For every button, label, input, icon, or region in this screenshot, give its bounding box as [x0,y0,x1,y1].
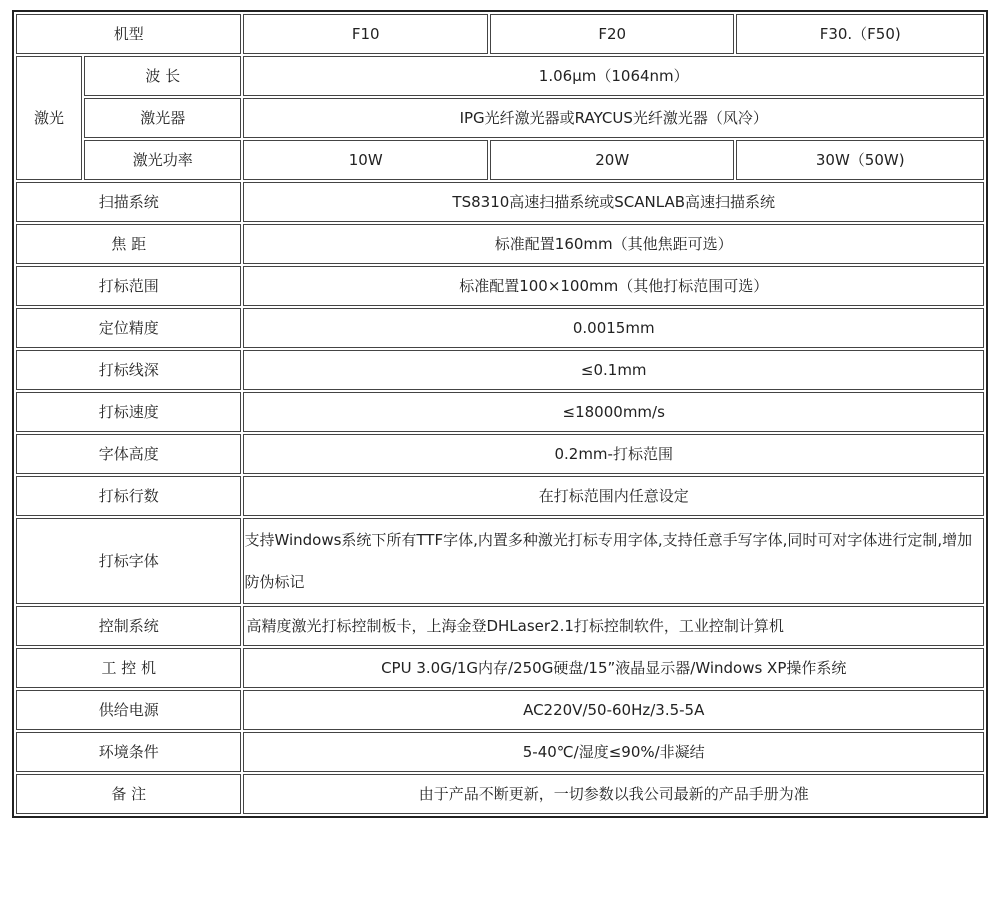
row-value: 由于产品不断更新，一切参数以我公司最新的产品手册为准 [243,774,984,814]
table-row [16,518,984,604]
model-f20: F20 [490,14,735,54]
wavelength-row [16,56,984,96]
table-row [16,350,984,390]
table-row [16,266,984,306]
row-label: 打标速度 [16,392,241,432]
row-value: 标准配置160mm（其他焦距可选） [243,224,984,264]
model-f30: F30.（F50) [736,14,984,54]
row-label: 打标范围 [16,266,241,306]
row-value: TS8310高速扫描系统或SCANLAB高速扫描系统 [243,182,984,222]
power-f20: 20W [490,140,735,180]
table-row [16,648,984,688]
laser-value: IPG光纤激光器或RAYCUS光纤激光器（风冷） [243,98,984,138]
power-label: 激光功率 [84,140,241,180]
row-label: 打标线深 [16,350,241,390]
row-value: 高精度激光打标控制板卡，上海金登DHLaser2.1打标控制软件，工业控制计算机 [243,606,984,646]
row-label: 打标行数 [16,476,241,516]
table-row [16,224,984,264]
table-row [16,434,984,474]
model-f10: F10 [243,14,488,54]
wavelength-label: 波 长 [84,56,241,96]
table-row [16,774,984,814]
row-value: 0.0015mm [243,308,984,348]
power-f30: 30W（50W) [736,140,984,180]
laser-group-label: 激光 [16,56,82,180]
row-value: 标准配置100×100mm（其他打标范围可选） [243,266,984,306]
table-row [16,182,984,222]
row-value: CPU 3.0G/1G内存/250G硬盘/15”液晶显示器/Windows XP操作系统 [243,648,984,688]
row-label: 扫描系统 [16,182,241,222]
row-value: 5-40℃/湿度≤90%/非凝结 [243,732,984,772]
row-value: ≤0.1mm [243,350,984,390]
laser-label: 激光器 [84,98,241,138]
row-value: 在打标范围内任意设定 [243,476,984,516]
table-row [16,606,984,646]
row-label: 控制系统 [16,606,241,646]
spec-table-wrapper [12,10,988,818]
table-row [16,476,984,516]
row-label: 工 控 机 [16,648,241,688]
power-row [16,140,984,180]
row-label: 备 注 [16,774,241,814]
laser-row [16,98,984,138]
wavelength-value: 1.06μm（1064nm） [243,56,984,96]
table-row [16,690,984,730]
power-f10: 10W [243,140,488,180]
row-label: 定位精度 [16,308,241,348]
table-row [16,308,984,348]
row-value: 0.2mm-打标范围 [243,434,984,474]
spec-table [12,10,988,818]
model-label: 机型 [16,14,241,54]
row-value: ≤18000mm/s [243,392,984,432]
row-label: 环境条件 [16,732,241,772]
row-label: 字体高度 [16,434,241,474]
table-row [16,392,984,432]
row-label: 打标字体 [16,518,241,604]
row-value: AC220V/50-60Hz/3.5-5A [243,690,984,730]
header-row [16,14,984,54]
row-value: 支持Windows系统下所有TTF字体,内置多种激光打标专用字体,支持任意手写字体,同时可对字体进行定制,增加防伪标记 [243,518,984,604]
row-label: 焦 距 [16,224,241,264]
row-label: 供给电源 [16,690,241,730]
table-row [16,732,984,772]
